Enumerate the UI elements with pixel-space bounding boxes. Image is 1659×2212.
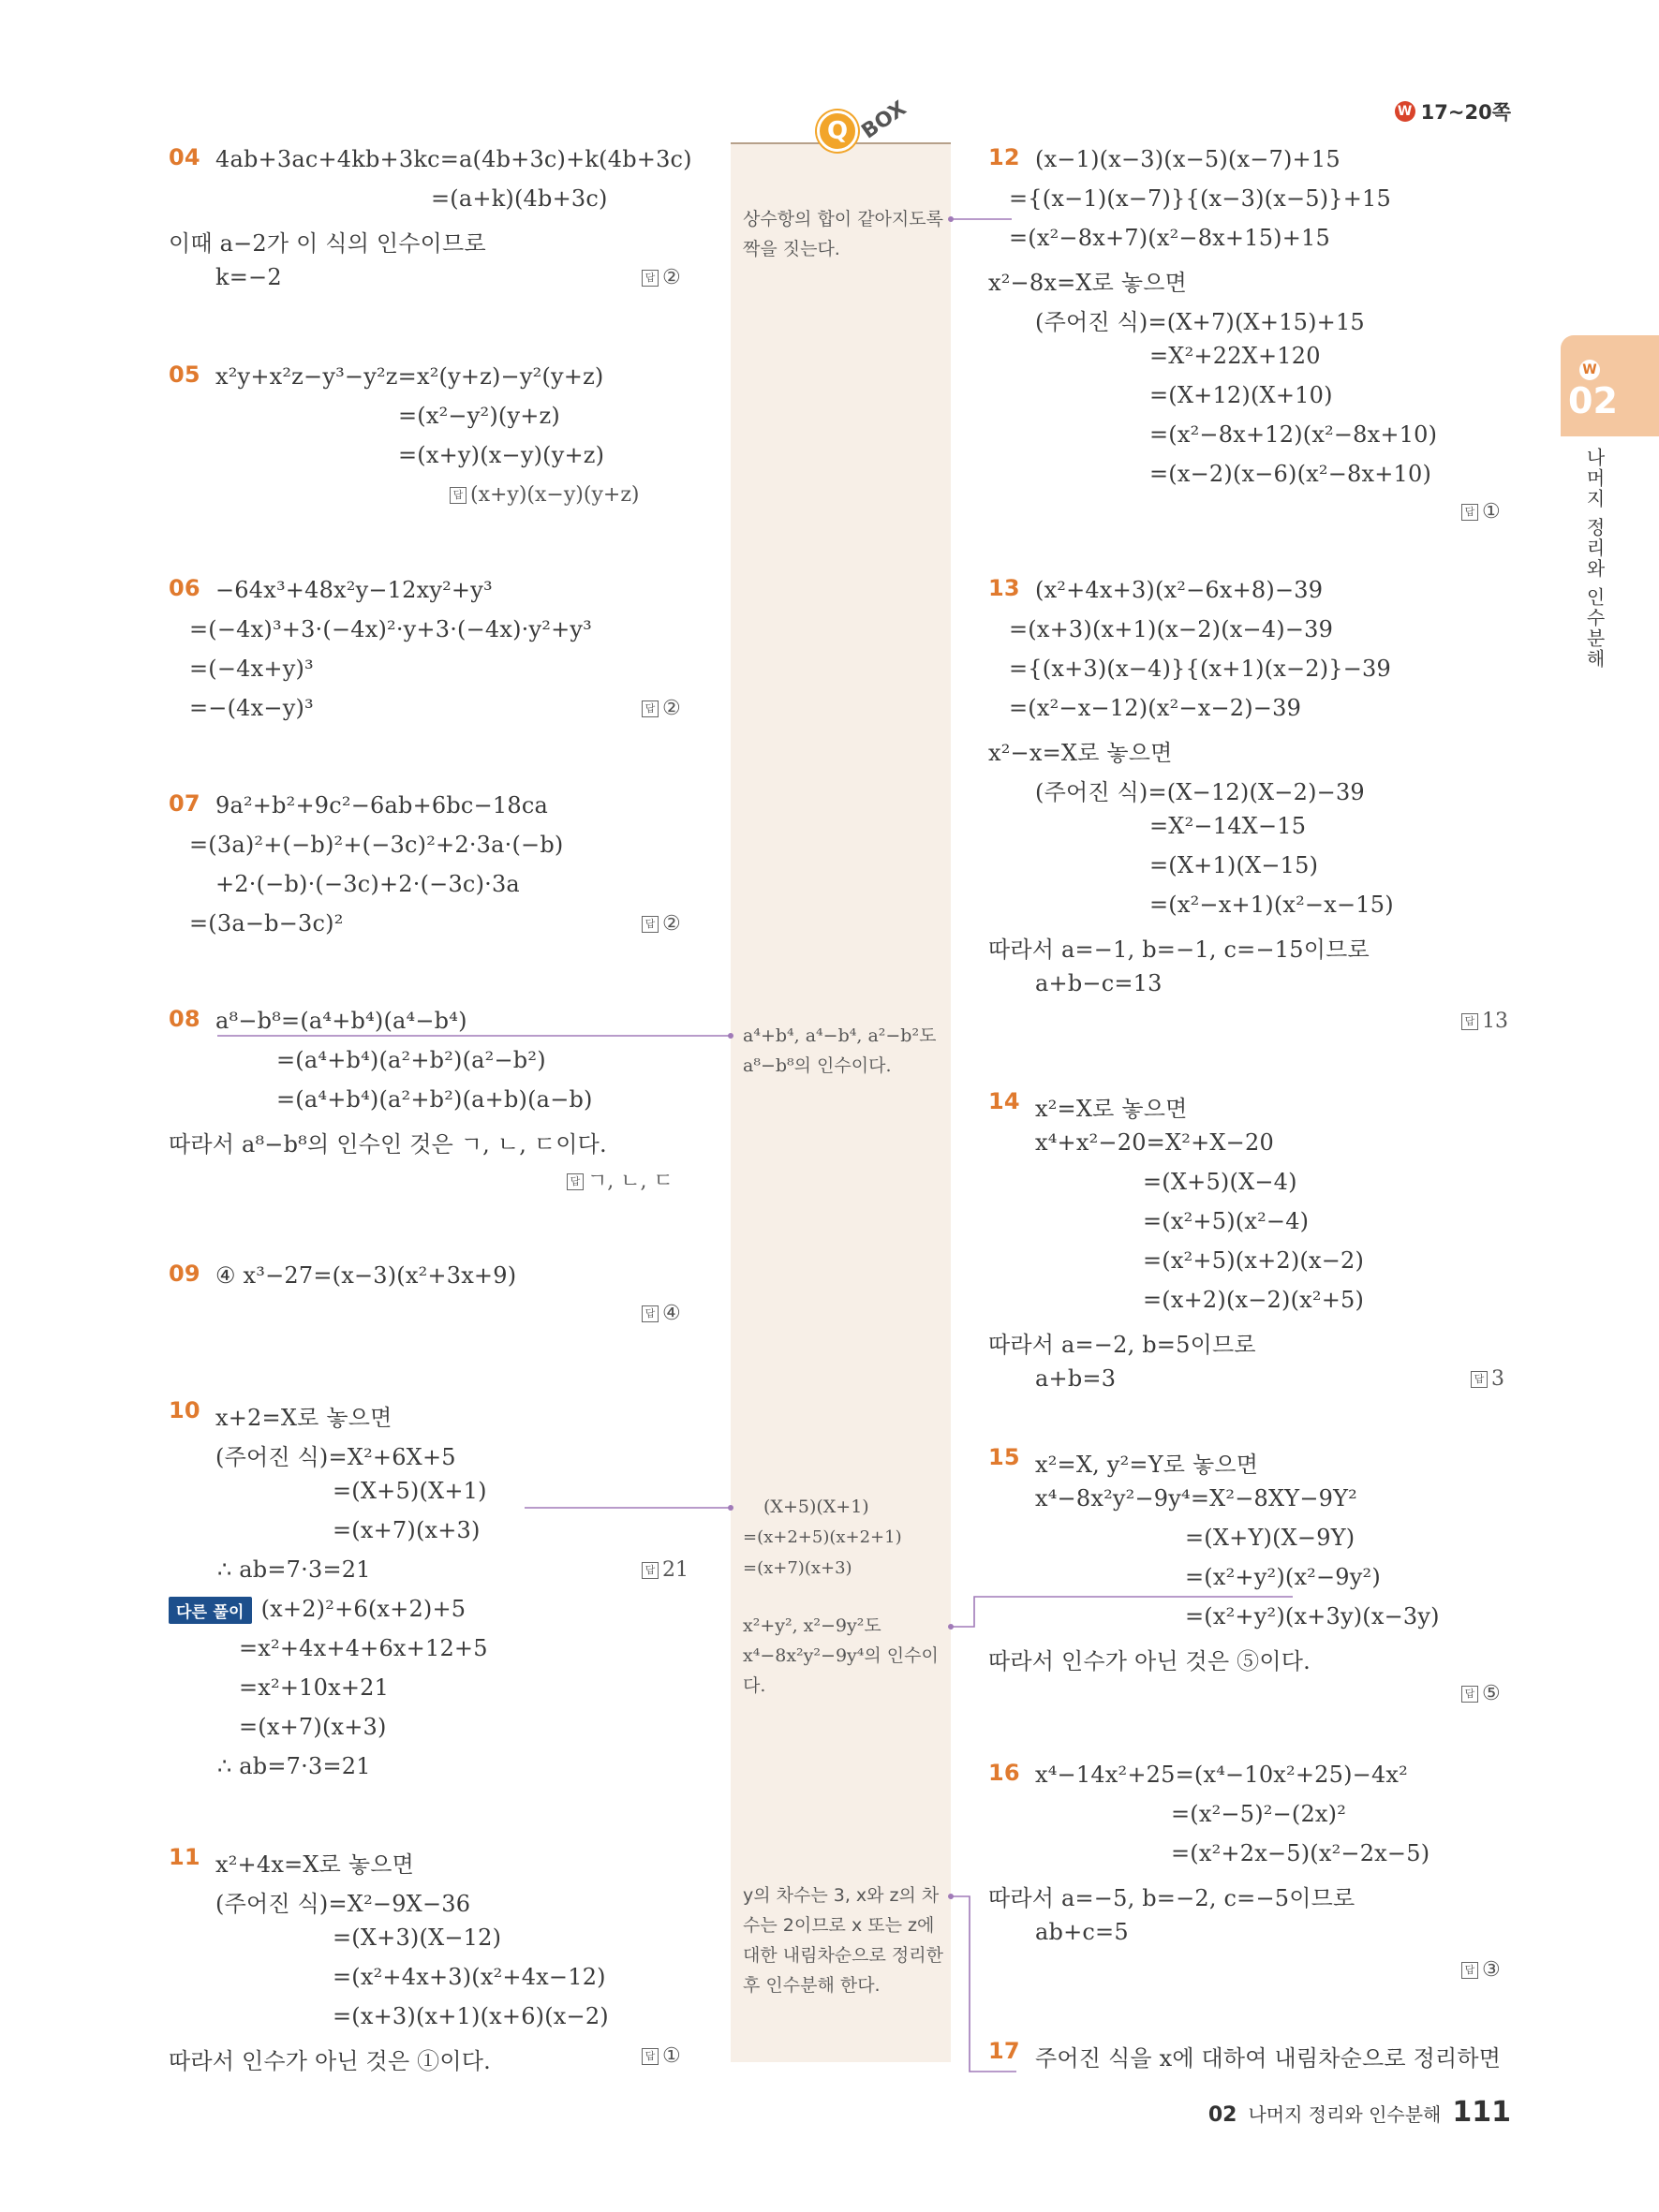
solution-line: =(x²−5)²−(2x)² bbox=[1171, 1801, 1347, 1827]
answer-mark-icon: 답 bbox=[450, 487, 467, 504]
solution-line: x+2=X로 놓으면 bbox=[215, 1405, 393, 1431]
solution-line: =(X+1)(X−15) bbox=[1149, 852, 1319, 878]
problem-number: 12 bbox=[988, 144, 1020, 170]
answer: 답 21 bbox=[642, 1558, 689, 1582]
solution-line: 따라서 a=−5, b=−2, c=−5이므로 bbox=[988, 1885, 1355, 1911]
footer-chapter-number: 02 bbox=[1207, 2103, 1237, 2127]
problem-number: 15 bbox=[988, 1444, 1020, 1470]
qbox-note-15: x²+y², x²−9y²도 x⁴−8x²y²−9y⁴의 인수이다. bbox=[743, 1615, 939, 1696]
answer: 답 ① bbox=[642, 2044, 681, 2068]
solution-line: =(x+3)(x+1)(x−2)(x−4)−39 bbox=[1009, 616, 1334, 642]
solution-line: =−(4x−y)³ bbox=[189, 695, 314, 721]
qbox-note-10-line2: =(x+2+5)(x+2+1) bbox=[743, 1527, 902, 1547]
solution-line: =(x²+y²)(x²−9y²) bbox=[1185, 1564, 1381, 1590]
chapter-tab-number: 02 bbox=[1568, 380, 1618, 421]
solution-line: 주어진 식을 x에 대하여 내림차순으로 정리하면 bbox=[1035, 2045, 1502, 2072]
chapter-tab bbox=[1561, 335, 1659, 436]
solution-line: a⁸−b⁸=(a⁴+b⁴)(a⁴−b⁴) bbox=[215, 1008, 467, 1034]
solution-line: (x²+4x+3)(x²−6x+8)−39 bbox=[1035, 577, 1324, 603]
page-number: 111 bbox=[1452, 2096, 1511, 2129]
qbox-note-10-line3: =(x+7)(x+3) bbox=[743, 1558, 852, 1578]
answer: 답 ⑤ bbox=[1461, 1682, 1501, 1705]
solution-line: ={(x−1)(x−7)}{(x−3)(x−5)}+15 bbox=[1009, 185, 1391, 212]
solution-line: −64x³+48x²y−12xy²+y³ bbox=[215, 577, 493, 603]
answer: 답 ④ bbox=[642, 1302, 681, 1325]
solution-line: =X²−14X−15 bbox=[1149, 813, 1307, 839]
solution-line: =(x²+y²)(x+3y)(x−3y) bbox=[1185, 1603, 1440, 1630]
problem-number: 16 bbox=[988, 1760, 1020, 1786]
answer-mark-icon: 답 bbox=[642, 1305, 659, 1322]
problem-number: 11 bbox=[169, 1844, 200, 1870]
solution-line: =(X+5)(X+1) bbox=[333, 1478, 487, 1504]
solution-line: x⁴−8x²y²−9y⁴=X²−8XY−9Y² bbox=[1035, 1485, 1357, 1512]
answer: 답 ③ bbox=[1461, 1958, 1501, 1982]
solution-line: 따라서 a=−1, b=−1, c=−15이므로 bbox=[988, 936, 1370, 963]
w-logo-icon: W bbox=[1395, 101, 1415, 122]
solution-line: (주어진 식)=(X+7)(X+15)+15 bbox=[1035, 309, 1365, 335]
answer-mark-icon: 답 bbox=[1461, 1686, 1478, 1703]
solution-line: =(x+7)(x+3) bbox=[333, 1517, 481, 1543]
solution-line: =(x²+5)(x²−4) bbox=[1143, 1208, 1310, 1234]
solution-line: x²+4x=X로 놓으면 bbox=[215, 1851, 415, 1878]
answer-mark-icon: 답 bbox=[1461, 1013, 1478, 1030]
answer: 답 (x+y)(x−y)(y+z) bbox=[450, 483, 640, 507]
solution-line: =(X+Y)(X−9Y) bbox=[1185, 1525, 1355, 1551]
w-logo-icon: W bbox=[1579, 360, 1600, 380]
solution-line: 이때 a−2가 이 식의 인수이므로 bbox=[169, 230, 486, 257]
q-badge-icon: Q bbox=[817, 111, 858, 152]
solution-line: +2·(−b)·(−3c)+2·(−3c)·3a bbox=[215, 871, 520, 897]
solution-line: =x²+4x+4+6x+12+5 bbox=[239, 1635, 488, 1661]
solution-line: =(x+3)(x+1)(x+6)(x−2) bbox=[333, 2003, 609, 2029]
solution-line: a+b−c=13 bbox=[1035, 970, 1163, 996]
solution-line: =(a⁴+b⁴)(a²+b²)(a+b)(a−b) bbox=[276, 1086, 593, 1113]
solution-line: x²y+x²z−y³−y²z=x²(y+z)−y²(y+z) bbox=[215, 363, 604, 390]
solution-line: 따라서 a=−2, b=5이므로 bbox=[988, 1332, 1256, 1358]
solution-line: x²=X로 놓으면 bbox=[1035, 1096, 1188, 1122]
solution-line: =(−4x)³+3·(−4x)²·y+3·(−4x)·y²+y³ bbox=[189, 616, 592, 642]
answer-mark-icon: 답 bbox=[1471, 1371, 1488, 1388]
solution-line: =(x²+5)(x+2)(x−2) bbox=[1143, 1247, 1365, 1274]
solution-line: x⁴+x²−20=X²+X−20 bbox=[1035, 1129, 1274, 1156]
qbox-note-12: 상수항의 합이 같아지도록 짝을 짓는다. bbox=[743, 209, 943, 259]
solution-line: =(x²−x+1)(x²−x−15) bbox=[1149, 892, 1394, 918]
solution-line: x⁴−14x²+25=(x⁴−10x²+25)−4x² bbox=[1035, 1762, 1408, 1788]
alternate-solution: 다른 풀이 (x+2)²+6(x+2)+5 bbox=[169, 1596, 466, 1624]
answer-mark-icon: 답 bbox=[642, 1562, 659, 1579]
solution-line: =(3a−b−3c)² bbox=[189, 910, 344, 936]
solution-line: 4ab+3ac+4kb+3kc=a(4b+3c)+k(4b+3c) bbox=[215, 146, 692, 172]
answer: 답 ① bbox=[1461, 500, 1501, 524]
alt-solution-badge: 다른 풀이 bbox=[169, 1597, 252, 1624]
solution-line: =(x²+4x+3)(x²+4x−12) bbox=[333, 1964, 606, 1990]
solution-line: =(X+12)(X+10) bbox=[1149, 382, 1333, 408]
solution-line: x²−x=X로 놓으면 bbox=[988, 740, 1173, 766]
solution-line: =(x−2)(x−6)(x²−8x+10) bbox=[1149, 461, 1432, 487]
solution-line: =x²+10x+21 bbox=[239, 1674, 390, 1701]
solution-line: =(x²−8x+12)(x²−8x+10) bbox=[1149, 421, 1438, 448]
answer: 답 ㄱ, ㄴ, ㄷ bbox=[567, 1165, 674, 1194]
solution-line: =(a⁴+b⁴)(a²+b²)(a²−b²) bbox=[276, 1047, 546, 1073]
solution-line: 9a²+b²+9c²−6ab+6bc−18ca bbox=[215, 792, 548, 818]
solution-line: =(x²−y²)(y+z) bbox=[398, 403, 560, 429]
problem-number: 06 bbox=[169, 575, 200, 601]
footer-chapter-title: 나머지 정리와 인수분해 bbox=[1248, 2103, 1442, 2126]
solution-line: ∴ ab=7·3=21 bbox=[217, 1753, 371, 1779]
problem-number: 07 bbox=[169, 790, 200, 817]
answer-mark-icon: 답 bbox=[642, 916, 659, 933]
answer-mark-icon: 답 bbox=[1461, 504, 1478, 521]
answer-mark-icon: 답 bbox=[642, 270, 659, 287]
page-footer bbox=[1208, 2096, 1511, 2129]
solution-line: (주어진 식)=X²−9X−36 bbox=[215, 1891, 471, 1917]
solution-line: (x−1)(x−3)(x−5)(x−7)+15 bbox=[1035, 146, 1341, 172]
answer: 답 3 bbox=[1471, 1367, 1504, 1391]
solution-line: 따라서 인수가 아닌 것은 ⑤이다. bbox=[988, 1648, 1311, 1674]
solution-line: =(a+k)(4b+3c) bbox=[431, 185, 608, 212]
chapter-tab-title: 나머지 정리와 인수분해 bbox=[1583, 448, 1606, 670]
solution-line: =(x+2)(x−2)(x²+5) bbox=[1143, 1287, 1365, 1313]
answer: 답 ② bbox=[642, 266, 681, 289]
solution-line: =(−4x+y)³ bbox=[189, 656, 314, 682]
problem-number: 10 bbox=[169, 1397, 200, 1423]
solution-line: k=−2 bbox=[215, 264, 282, 290]
solution-line: ④ x³−27=(x−3)(x²+3x+9) bbox=[215, 1262, 517, 1289]
answer-mark-icon: 답 bbox=[567, 1173, 584, 1190]
qbox-note-11: y의 차수는 3, x와 z의 차수는 2이므로 x 또는 z에 대한 내림차순으로 정리한 후 인수분해 한다. bbox=[743, 1885, 943, 1996]
qbox-note-08: a⁴+b⁴, a⁴−b⁴, a²−b²도 a⁸−b⁸의 인수이다. bbox=[743, 1025, 937, 1076]
solution-line: =X²+22X+120 bbox=[1149, 343, 1321, 369]
solution-line: ab+c=5 bbox=[1035, 1919, 1129, 1945]
problem-number: 08 bbox=[169, 1006, 200, 1032]
solution-line: ∴ ab=7·3=21 bbox=[217, 1556, 371, 1583]
solution-line: =(x+7)(x+3) bbox=[239, 1714, 387, 1740]
solution-line: =(3a)²+(−b)²+(−3c)²+2·3a·(−b) bbox=[189, 832, 564, 858]
problem-number: 05 bbox=[169, 361, 200, 388]
solution-line: (주어진 식)=(X−12)(X−2)−39 bbox=[1035, 779, 1365, 805]
problem-number: 13 bbox=[988, 575, 1020, 601]
solution-line: =(x²−8x+7)(x²−8x+15)+15 bbox=[1009, 225, 1330, 251]
solution-line: x²−8x=X로 놓으면 bbox=[988, 270, 1188, 296]
answer: 답 ② bbox=[642, 912, 681, 936]
solution-line: =(x²−x−12)(x²−x−2)−39 bbox=[1009, 695, 1302, 721]
qbox-note-10-line1: (X+5)(X+1) bbox=[763, 1497, 869, 1517]
solution-line: =(X+5)(X−4) bbox=[1143, 1169, 1297, 1195]
answer: 답 ② bbox=[642, 697, 681, 720]
qbox-box-label: BOX bbox=[857, 96, 911, 144]
solution-line: a+b=3 bbox=[1035, 1365, 1117, 1392]
problem-number: 17 bbox=[988, 2038, 1020, 2064]
answer-mark-icon: 답 bbox=[642, 2048, 659, 2065]
problem-number: 04 bbox=[169, 144, 200, 170]
solution-line: ={(x+3)(x−4)}{(x+1)(x−2)}−39 bbox=[1009, 656, 1391, 682]
problem-number: 14 bbox=[988, 1088, 1020, 1114]
page-reference-text: 17~20쪽 bbox=[1420, 101, 1511, 124]
solution-line: =(x+y)(x−y)(y+z) bbox=[398, 442, 605, 468]
problem-number: 09 bbox=[169, 1261, 200, 1287]
answer-mark-icon: 답 bbox=[642, 700, 659, 717]
solution-line: x²=X, y²=Y로 놓으면 bbox=[1035, 1452, 1259, 1478]
answer-mark-icon: 답 bbox=[1461, 1962, 1478, 1979]
solution-line: 따라서 a⁸−b⁸의 인수인 것은 ㄱ, ㄴ, ㄷ이다. bbox=[169, 1131, 607, 1158]
solution-line: 따라서 인수가 아닌 것은 ①이다. bbox=[169, 2048, 491, 2074]
solution-line: =(X+3)(X−12) bbox=[333, 1924, 502, 1951]
answer: 답 13 bbox=[1461, 1010, 1508, 1033]
solution-line: (주어진 식)=X²+6X+5 bbox=[215, 1444, 456, 1470]
solution-line: =(x²+2x−5)(x²−2x−5) bbox=[1171, 1840, 1430, 1866]
